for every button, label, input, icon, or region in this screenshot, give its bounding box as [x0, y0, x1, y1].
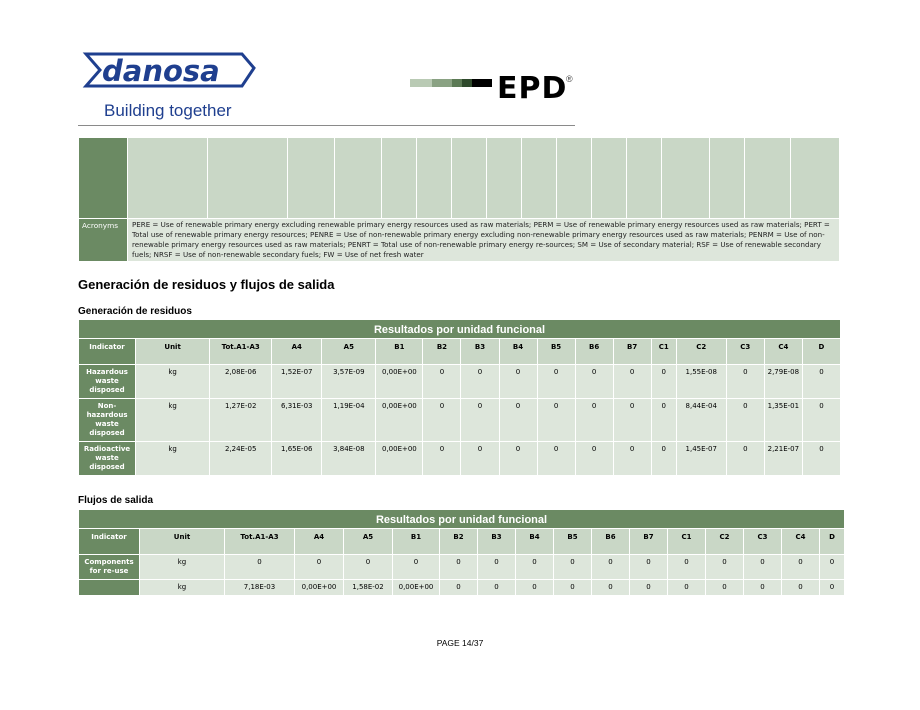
waste-col-header: A4: [272, 339, 322, 365]
value-cell: 0: [461, 365, 499, 399]
waste-header-row: [79, 339, 841, 365]
waste-col-header: B3: [461, 339, 499, 365]
value-cell: 0: [802, 442, 840, 476]
indicator-cell: Components for re-use: [79, 555, 140, 580]
header-divider: [78, 125, 575, 126]
value-cell: 0: [516, 580, 554, 596]
flows-col-header: A4: [295, 529, 344, 555]
value-cell: 0: [613, 442, 651, 476]
value-cell: 0: [423, 442, 461, 476]
value-cell: 0: [575, 365, 613, 399]
waste-col-header: Unit: [136, 339, 210, 365]
value-cell: 0: [393, 555, 440, 580]
value-cell: 0: [440, 555, 478, 580]
waste-banner: Resultados por unidad funcional: [79, 320, 841, 339]
section-title: Generación de residuos y flujos de salida: [78, 277, 335, 292]
waste-col-header: B6: [575, 339, 613, 365]
waste-col-header: C3: [726, 339, 764, 365]
value-cell: 0,00E+00: [376, 442, 423, 476]
value-cell: 0: [651, 399, 676, 442]
waste-subtitle: Generación de residuos: [78, 306, 192, 317]
flows-col-header: B2: [440, 529, 478, 555]
flows-col-header: B5: [554, 529, 592, 555]
value-cell: 7,18E-03: [225, 580, 295, 596]
indicator-cell: Hazardous waste disposed: [79, 365, 136, 399]
table-row: [79, 399, 841, 442]
value-cell: kg: [136, 365, 210, 399]
value-cell: 0: [554, 580, 592, 596]
value-cell: 0: [440, 580, 478, 596]
value-cell: 2,21E-07: [764, 442, 802, 476]
value-cell: 0: [344, 555, 393, 580]
value-cell: 0: [706, 580, 744, 596]
value-cell: 0: [668, 580, 706, 596]
epd-label: EPD: [497, 71, 568, 106]
value-cell: 0: [554, 555, 592, 580]
waste-col-header: B5: [537, 339, 575, 365]
value-cell: 0: [461, 442, 499, 476]
table-row: [79, 365, 841, 399]
value-cell: 0: [499, 442, 537, 476]
waste-col-header: B2: [423, 339, 461, 365]
flows-col-header: D: [820, 529, 845, 555]
value-cell: 0: [423, 365, 461, 399]
value-cell: 1,45E-07: [676, 442, 726, 476]
waste-col-header: B7: [613, 339, 651, 365]
flows-col-header: A5: [344, 529, 393, 555]
value-cell: 0,00E+00: [376, 399, 423, 442]
flows-col-header: C3: [744, 529, 782, 555]
value-cell: 2,79E-08: [764, 365, 802, 399]
value-cell: 1,55E-08: [676, 365, 726, 399]
value-cell: 0: [537, 442, 575, 476]
epd-registered-mark: ®: [566, 74, 573, 84]
flows-col-header: C2: [706, 529, 744, 555]
value-cell: 0: [820, 580, 845, 596]
value-cell: 0: [575, 442, 613, 476]
value-cell: 0: [706, 555, 744, 580]
value-cell: 0: [726, 442, 764, 476]
value-cell: 3,84E-08: [322, 442, 376, 476]
flows-subtitle: Flujos de salida: [78, 495, 154, 506]
blank-row: [79, 138, 840, 219]
logo-tagline: Building together: [104, 101, 232, 120]
acronyms-row: [79, 219, 840, 262]
value-cell: 0: [295, 555, 344, 580]
table-row: [79, 555, 845, 580]
acronyms-label: Acronyms: [79, 219, 128, 262]
value-cell: 0: [537, 399, 575, 442]
indicator-cell: Non-hazardous waste disposed: [79, 399, 136, 442]
value-cell: 0: [516, 555, 554, 580]
value-cell: 0: [651, 442, 676, 476]
flows-col-header: C4: [782, 529, 820, 555]
value-cell: 0: [744, 580, 782, 596]
value-cell: 0: [802, 365, 840, 399]
waste-col-header: C2: [676, 339, 726, 365]
value-cell: 0: [478, 555, 516, 580]
flows-col-header: C1: [668, 529, 706, 555]
flows-col-header: B4: [516, 529, 554, 555]
value-cell: 0: [592, 580, 630, 596]
indicator-cell: Radioactive waste disposed: [79, 442, 136, 476]
value-cell: 0: [423, 399, 461, 442]
waste-col-header: C1: [651, 339, 676, 365]
flows-col-header: B6: [592, 529, 630, 555]
danosa-logo: [82, 50, 262, 125]
value-cell: 0,00E+00: [376, 365, 423, 399]
value-cell: 0: [726, 399, 764, 442]
flows-col-header: Indicator: [79, 529, 140, 555]
value-cell: 0: [630, 555, 668, 580]
value-cell: 1,19E-04: [322, 399, 376, 442]
logo-wordmark: danosa: [102, 54, 220, 88]
acronyms-table: [78, 137, 840, 262]
value-cell: 3,57E-09: [322, 365, 376, 399]
value-cell: 0: [592, 555, 630, 580]
flows-col-header: B1: [393, 529, 440, 555]
epd-color-bars: [410, 79, 492, 87]
flows-col-header: B3: [478, 529, 516, 555]
value-cell: 0,00E+00: [393, 580, 440, 596]
value-cell: 6,31E-03: [272, 399, 322, 442]
flows-banner: Resultados por unidad funcional: [79, 510, 845, 529]
waste-col-header: B4: [499, 339, 537, 365]
value-cell: kg: [140, 580, 225, 596]
value-cell: 0: [499, 365, 537, 399]
value-cell: 2,24E-05: [210, 442, 272, 476]
waste-col-header: Indicator: [79, 339, 136, 365]
value-cell: 0: [782, 555, 820, 580]
table-row: [79, 442, 841, 476]
value-cell: 0: [820, 555, 845, 580]
value-cell: 0: [225, 555, 295, 580]
value-cell: 0: [461, 399, 499, 442]
waste-col-header: B1: [376, 339, 423, 365]
value-cell: 1,58E-02: [344, 580, 393, 596]
value-cell: 1,65E-06: [272, 442, 322, 476]
value-cell: 1,27E-02: [210, 399, 272, 442]
value-cell: kg: [136, 399, 210, 442]
waste-col-header: Tot.A1-A3: [210, 339, 272, 365]
page-number: PAGE 14/37: [436, 638, 484, 648]
acronyms-text: PERE = Use of renewable primary energy excluding renewable primary energy resources used as raw materials; PERM = Use of renewable primary energy resources used as raw materials; PERT = Total use of renewable primary energy resources; PENRE = Use of non-renewable primary energy excluding non-renewable primary energy resources used as raw materials; PENRM = Use of non-renewable primary energy resources used as raw materials; PENRT = Total use of non-renewable primary energy re-sources; SM = Use of secondary material; RSF = Use of renewable secondary fuels; NRSF = Use of non-renewable secondary fuels; FW = Use of net fresh water: [128, 219, 840, 262]
value-cell: 0: [499, 399, 537, 442]
value-cell: 0: [575, 399, 613, 442]
value-cell: 0,00E+00: [295, 580, 344, 596]
value-cell: 0: [782, 580, 820, 596]
value-cell: 0: [478, 580, 516, 596]
value-cell: 0: [802, 399, 840, 442]
flows-col-header: Unit: [140, 529, 225, 555]
flows-col-header: Tot.A1-A3: [225, 529, 295, 555]
value-cell: 0: [651, 365, 676, 399]
waste-table: [78, 319, 841, 476]
value-cell: 0: [630, 580, 668, 596]
value-cell: 8,44E-04: [676, 399, 726, 442]
value-cell: kg: [136, 442, 210, 476]
value-cell: 0: [668, 555, 706, 580]
value-cell: kg: [140, 555, 225, 580]
flows-col-header: B7: [630, 529, 668, 555]
waste-col-header: A5: [322, 339, 376, 365]
value-cell: 2,08E-06: [210, 365, 272, 399]
waste-col-header: C4: [764, 339, 802, 365]
value-cell: 0: [726, 365, 764, 399]
flows-table: [78, 509, 845, 596]
value-cell: 0: [744, 555, 782, 580]
value-cell: 0: [613, 399, 651, 442]
table-row: [79, 580, 845, 596]
value-cell: 0: [613, 365, 651, 399]
value-cell: 0: [537, 365, 575, 399]
indicator-cell: [79, 580, 140, 596]
value-cell: 1,52E-07: [272, 365, 322, 399]
flows-header-row: [79, 529, 845, 555]
value-cell: 1,35E-01: [764, 399, 802, 442]
waste-col-header: D: [802, 339, 840, 365]
